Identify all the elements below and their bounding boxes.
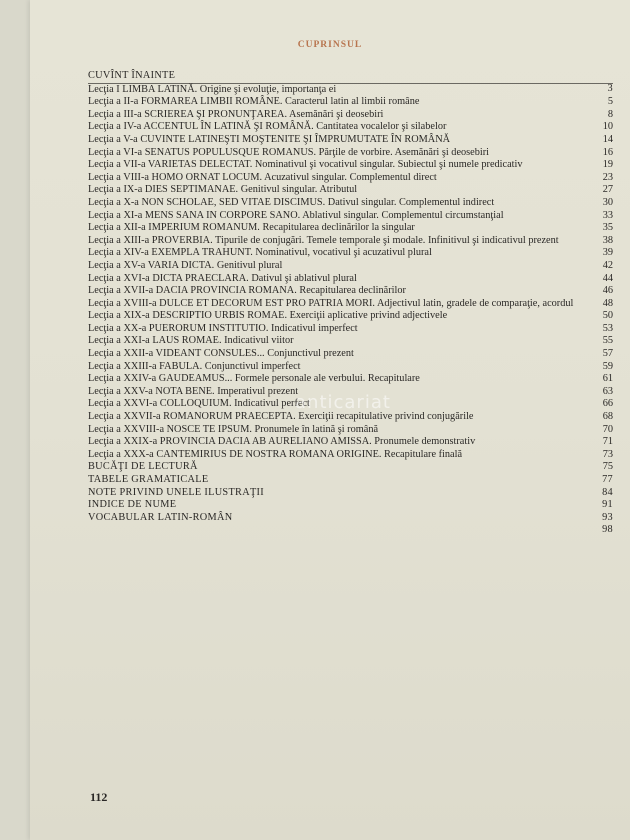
toc-entry-title: Lecţia a XII-a IMPERIUM ROMANUM. Recapitularea declinărilor la singular — [88, 222, 415, 234]
table-of-contents — [88, 70, 613, 536]
toc-page-number: 33 — [602, 209, 613, 221]
toc-page-number: 46 — [602, 285, 613, 297]
toc-page-number: 19 — [602, 159, 613, 171]
toc-page-number: 98 — [602, 524, 613, 536]
toc-entry-title: Lecţia a XXIX-a PROVINCIA DACIA AB AURELIANO AMISSA. Pronumele demonstrativ — [88, 436, 476, 448]
toc-page-number: 93 — [602, 511, 613, 523]
toc-entry-title: Lecţia a XXI-a LAUS ROMAE. Indicativul viitor — [88, 335, 294, 347]
toc-entry-title: Lecţia a VIII-a HOMO ORNAT LOCUM. Acuzativul singular. Complementul direct — [88, 171, 437, 183]
toc-page-number: 55 — [602, 335, 613, 347]
toc-entry-title: Lecţia a XXIV-a GAUDEAMUS... Formele personale ale verbului. Recapitulare — [88, 373, 420, 385]
toc-page-number: 10 — [602, 121, 613, 133]
toc-page-number: 5 — [607, 96, 613, 108]
toc-page-number: 16 — [602, 146, 613, 158]
page-number: 112 — [90, 790, 108, 804]
toc-page-number: 8 — [607, 108, 613, 120]
toc-entry-title: Lecţia a XX-a PUERORUM INSTITUTIO. Indicativul imperfect — [88, 322, 358, 334]
toc-entry-title: Lecţia a XVII-a DACIA PROVINCIA ROMANA. Recapitularea declinărilor — [88, 285, 406, 297]
toc-page-number: 59 — [602, 360, 613, 372]
toc-page-number: 70 — [602, 423, 613, 435]
toc-page-number: 91 — [602, 499, 613, 511]
toc-entry-title: INDICE DE NUME — [88, 499, 177, 511]
toc-entry-title: Lecţia a V-a CUVINTE LATINEŞTI MOŞTENITE ŞI ÎMPRUMUTATE ÎN ROMÂNĂ — [88, 133, 451, 145]
toc-entry-title: Lecţia a VI-a SENATUS POPULUSQUE ROMANUS. Părţile de vorbire. Asemănări şi deosebiri — [88, 146, 490, 158]
watermark: anticariat — [295, 392, 391, 413]
toc-page-number: 75 — [602, 461, 613, 473]
toc-page-number: 57 — [602, 348, 613, 360]
toc-entry-title: NOTE PRIVIND UNELE ILUSTRAŢII — [88, 486, 264, 498]
toc-entry-title: TABELE GRAMATICALE — [88, 474, 209, 485]
toc-entry-title: Lecţia a XVIII-a DULCE ET DECORUM EST PRO PATRIA MORI. Adjectivul latin, gradele de comparaţie, acordul — [88, 297, 574, 309]
toc-entry-title: Lecţia a IX-a DIES SEPTIMANAE. Genitivul singular. Atributul — [88, 184, 358, 196]
toc-page-number: 50 — [602, 310, 613, 322]
toc-page-number: 77 — [602, 474, 613, 485]
toc-entry-title: Lecţia a XXX-a CANTEMIRIUS DE NOSTRA ROMANA ORIGINE. Recapitulare finală — [88, 448, 463, 460]
toc-page-number: 23 — [602, 171, 613, 183]
toc-page-number: 14 — [602, 133, 613, 145]
toc-entry-title: Lecţia a XXVI-a COLLOQUIUM. Indicativul perfect — [88, 398, 310, 410]
toc-entry-title: BUCĂŢI DE LECTURĂ — [88, 461, 198, 473]
toc-page-number: 48 — [602, 297, 613, 309]
toc-page-number: 38 — [602, 234, 613, 246]
toc-entry-title: Lecţia a X-a NON SCHOLAE, SED VITAE DISCIMUS. Dativul singular. Complementul indirect — [88, 196, 495, 208]
toc-entry-title: Lecţia I LIMBA LATINĂ. Origine şi evoluţie, importanţa ei — [88, 83, 337, 95]
toc-page-number: 61 — [602, 373, 613, 385]
toc-page-number: 68 — [602, 411, 613, 423]
toc-page-number: 35 — [602, 222, 613, 234]
toc-entry-title: Lecţia a XIV-a EXEMPLA TRAHUNT. Nominativul, vocativul şi acuzativul plural — [88, 247, 432, 259]
toc-entry-title: Lecţia a III-a SCRIEREA ŞI PRONUNŢAREA. Asemănări şi deosebiri — [88, 108, 384, 120]
toc-page-number: 71 — [602, 436, 613, 448]
toc-entry-title: Lecţia a XV-a VARIA DICTA. Genitivul plural — [88, 259, 283, 271]
toc-entry-title: Lecţia a XXV-a NOTA BENE. Imperativul prezent — [88, 385, 299, 397]
toc-page-number: 53 — [602, 322, 613, 334]
toc-entry-title: Lecţia a VII-a VARIETAS DELECTAT. Nominativul şi vocativul singular. Subiectul şi numele predicativ — [88, 159, 523, 171]
toc-entry-title: Lecţia a XI-a MENS SANA IN CORPORE SANO. Ablativul singular. Complementul circumstanţial — [88, 209, 504, 221]
toc-page-number: 63 — [602, 385, 613, 397]
page-title: CUPRINSUL — [297, 40, 363, 50]
toc-entry-title: Lecţia a XXVIII-a NOSCE TE IPSUM. Pronumele în latină şi română — [88, 423, 379, 435]
toc-page-number: 42 — [602, 259, 613, 271]
toc-entry-title: Lecţia a II-a FORMAREA LIMBII ROMÂNE. Caracterul latin al limbii române — [88, 96, 420, 108]
toc-entry-title: Lecţia a XIII-a PROVERBIA. Tipurile de conjugări. Temele temporale şi modale. Infinitivul şi indicativul prezent — [88, 234, 559, 246]
toc-entry-title: VOCABULAR LATIN-ROMÂN — [88, 511, 233, 523]
toc-page-number: 27 — [602, 184, 613, 196]
toc-page-number: 44 — [602, 272, 613, 284]
book-page — [30, 0, 630, 840]
toc-section-entry — [88, 511, 613, 536]
toc-entry-title: CUVÎNT ÎNAINTE — [88, 70, 176, 81]
toc-entry-title: Lecţia a XIX-a DESCRIPTIO URBIS ROMAE. Exerciţii aplicative privind adjectivele — [88, 310, 448, 322]
toc-entry-title: Lecţia a XXIII-a FABULA. Conjunctivul imperfect — [88, 360, 301, 372]
toc-entry-title: Lecţia a XXVII-a ROMANORUM PRAECEPTA. Exerciţii recapitulative privind conjugările — [88, 411, 474, 423]
toc-page-number: 3 — [607, 82, 613, 94]
toc-entry-title: Lecţia a XXII-a VIDEANT CONSULES... Conjunctivul prezent — [88, 348, 354, 360]
toc-page-number: 39 — [602, 247, 613, 259]
toc-entry-title: Lecţia a XVI-a DICTA PRAECLARA. Dativul şi ablativul plural — [88, 272, 357, 284]
toc-entry-title: Lecţia a IV-a ACCENTUL ÎN LATINĂ ŞI ROMÂNĂ. Cantitatea vocalelor şi silabelor — [88, 121, 447, 133]
toc-page-number: 30 — [602, 196, 613, 208]
toc-page-number: 66 — [602, 398, 613, 410]
toc-page-number: 73 — [602, 448, 613, 460]
toc-page-number: 84 — [602, 486, 613, 498]
